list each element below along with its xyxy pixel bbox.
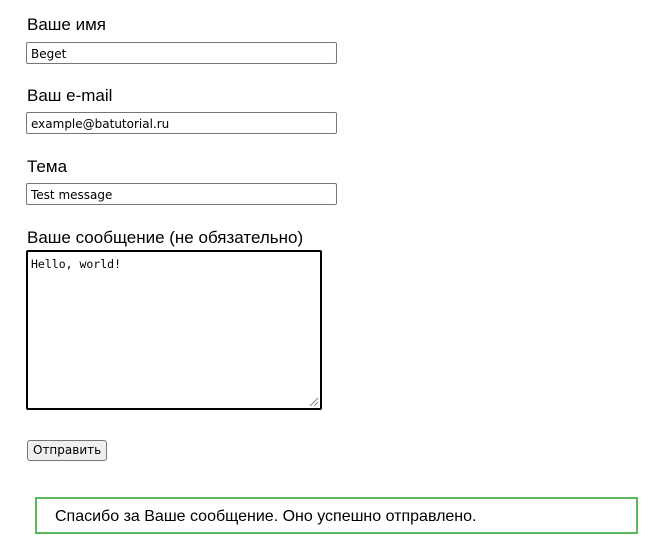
resize-grip-icon[interactable] [308, 396, 319, 407]
email-input[interactable] [26, 112, 337, 134]
email-label: Ваш e-mail [27, 86, 113, 105]
subject-label: Тема [27, 157, 68, 176]
message-label: Ваше сообщение (не обязательно) [27, 228, 304, 247]
name-label: Ваше имя [27, 15, 106, 34]
subject-input[interactable] [26, 183, 337, 205]
message-textarea[interactable] [26, 250, 322, 410]
submit-button[interactable]: Отправить [27, 440, 107, 461]
success-message-text: Спасибо за Ваше сообщение. Оно успешно отправлено. [55, 508, 477, 525]
success-message [35, 497, 638, 534]
name-input[interactable] [26, 42, 337, 64]
